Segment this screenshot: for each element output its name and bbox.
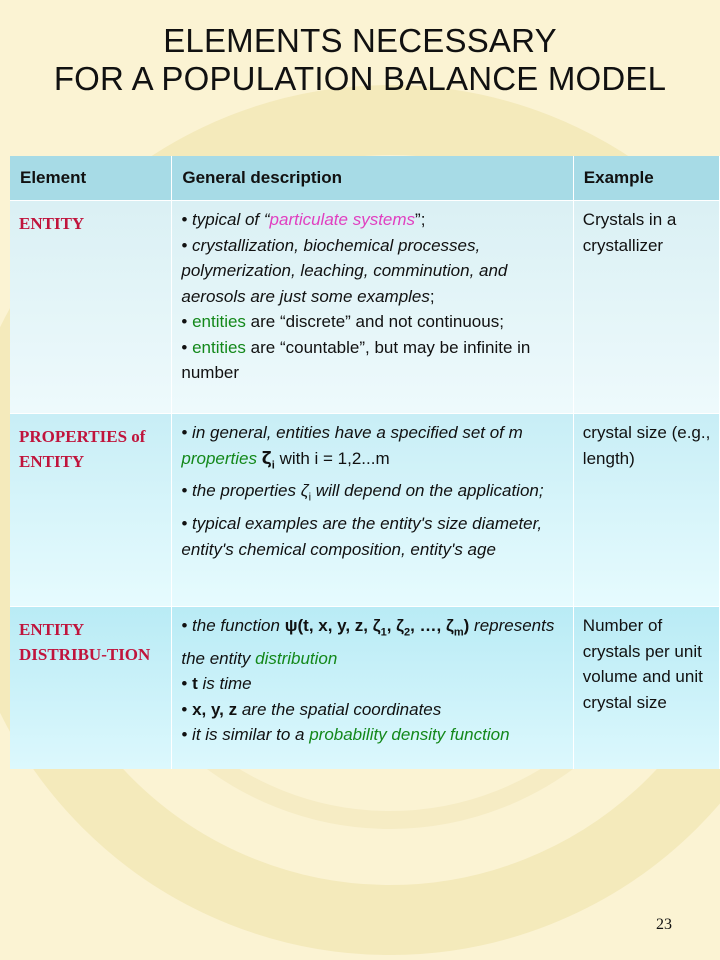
example-cell: Number of crystals per unit volume and unit crystal size: [574, 606, 720, 769]
element-cell: [10, 606, 172, 769]
element-name: ENTITY: [19, 214, 85, 233]
example-cell: crystal size (e.g., length): [574, 413, 720, 606]
description-cell: [172, 200, 573, 413]
element-name: PROPERTIES of ENTITY: [19, 427, 146, 471]
title-line-2: FOR A POPULATION BALANCE MODEL: [53, 60, 667, 97]
description-bullet: • the function ψ(t, x, y, z, $\zeta_1$, $\zeta_2$, …, $\zeta_m$) represents the entity distribution: [181, 616, 555, 668]
description-bullet: • crystallization, biochemical processes, polymerization, leaching, comminution, and aerosols are just some examples;: [181, 235, 508, 306]
page-number: 23: [656, 916, 672, 933]
description-bullet: • t is time: [181, 674, 252, 694]
description-bullet: • typical of “particulate systems”;: [181, 210, 426, 229]
elements-table: [10, 156, 720, 769]
header-element: Element: [10, 156, 172, 200]
header-general-description: General description: [172, 156, 573, 200]
description-bullet: • x, y, z are the spatial coordinates: [181, 699, 442, 719]
table-row-properties: [10, 413, 720, 606]
description-bullet: • the properties $\zeta_i$ will depend on the application;: [181, 481, 544, 504]
table-header-row: [10, 156, 720, 200]
title-line-1: ELEMENTS NECESSARY: [163, 22, 557, 59]
description-bullet: • entities are “countable”, but may be infinite in number: [181, 337, 531, 382]
description-cell: [172, 606, 573, 769]
description-bullet: • entities are “discrete” and not continuous;: [181, 312, 504, 331]
description-bullet: • it is similar to a probability density function: [181, 725, 510, 745]
description-bullet: • in general, entities have a specified set of m properties $\zeta_i$ with i = 1,2...m: [181, 423, 523, 471]
element-cell: [10, 200, 172, 413]
example-cell: Crystals in a crystallizer: [574, 200, 720, 413]
element-name: ENTITY DISTRIBU-TION: [19, 620, 151, 664]
description-bullet: • typical examples are the entity's size diameter, entity's chemical composition, entity's age: [181, 514, 543, 559]
header-example: Example: [574, 156, 720, 200]
element-cell: [10, 413, 172, 606]
slide-title: [0, 22, 720, 98]
table-row-entity: [10, 200, 720, 413]
description-cell: [172, 413, 573, 606]
table-row-distribution: [10, 606, 720, 769]
